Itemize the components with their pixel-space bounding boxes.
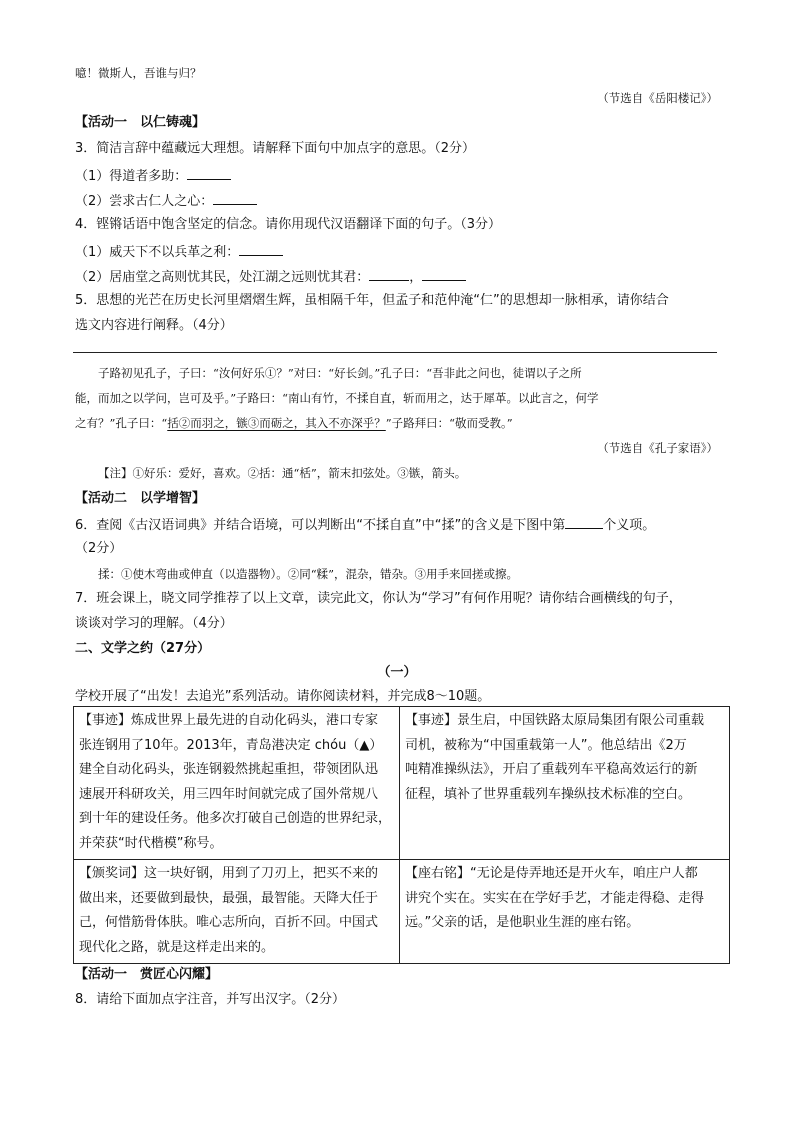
passage-2-line-2: 能，而加之以学问，岂可及乎。”子路曰：“南山有竹，不揉自直，斩而用之，达于犀革。以此言之，何学	[75, 391, 599, 405]
cell-line: 司机，被称为“中国重载第一人”。他总结出《2万	[405, 737, 687, 753]
source-citation: （节选自《孔子家语》）	[597, 441, 718, 455]
question-6-line-2: （2分）	[75, 541, 123, 556]
question-4-item-2	[75, 267, 466, 287]
table-cell	[74, 860, 400, 964]
question-3-item-2	[75, 191, 257, 211]
question-3-item-1	[75, 166, 231, 186]
answer-blank[interactable]	[369, 267, 409, 281]
table-cell	[400, 860, 730, 964]
table-row	[74, 860, 730, 964]
cell-line: 现代化之路，就是这样走出来的。	[79, 939, 275, 955]
cell-line: 己，何惜筋骨体肤。唯心志所向，百折不回。中国式	[79, 915, 379, 930]
question-text: 个义项。	[603, 518, 656, 533]
table-row	[74, 707, 730, 860]
activity-title: 【活动二 以学增智】	[75, 491, 206, 506]
passage-ending: 噫！微斯人，吾谁与归？	[75, 66, 202, 80]
answer-blank[interactable]	[239, 242, 283, 256]
cell-line: 速展开科研攻关，用三四年时间就完成了国外常规八	[79, 786, 379, 802]
table-cell	[74, 707, 400, 860]
passage-2-line-3	[75, 414, 513, 432]
question-text: 6．查阅《古汉语词典》并结合语境，可以判断出“不揉自直”中“揉”的含义是下图中第	[75, 518, 566, 533]
cell-line: 吨精准操纵法》，开启了重载列车平稳高效运行的新	[405, 762, 698, 777]
cell-line: 【颁奖词】这一块好钢，用到了刀刃上，把买不来的	[79, 866, 379, 881]
item-text: （2）居庙堂之高则忧其民，处江湖之远则忧其君：	[75, 270, 370, 285]
material-table	[73, 706, 730, 964]
annotation-note: 【注】①好乐：爱好，喜欢。②括：通“栝”，箭末扣弦处。③镞，箭头。	[98, 466, 467, 480]
answer-blank[interactable]	[422, 267, 466, 281]
table-cell	[400, 707, 730, 860]
cell-line: 并荣获“时代楷模”称号。	[79, 835, 223, 851]
question-6-line-1	[75, 515, 655, 535]
item-text: （1）得道者多助：	[75, 169, 188, 184]
cell-line: 到十年的建设任务。他多次打破自己创造的世界纪录，	[79, 811, 392, 826]
cell-line: 建全自动化码头，张连钢毅然挑起重担，带领团队迅	[79, 762, 379, 777]
answer-line[interactable]	[73, 352, 717, 353]
part-title: （一）	[377, 665, 417, 680]
cell-line: 【座右铭】“无论是侍弄地还是开火车，咱庄户人都	[405, 866, 698, 881]
cell-line: 讲究个实在。实实在在学好手艺，才能走得稳、走得	[405, 890, 705, 906]
answer-blank[interactable]	[187, 166, 231, 180]
question-8-stem: 8．请给下面加点字注音，并写出汉字。（2分）	[75, 992, 346, 1007]
passage-text: 之有？”孔子曰：“	[75, 416, 168, 430]
question-7-line-2: 谈谈对学习的理解。（4分）	[75, 616, 233, 631]
cell-line: 【事迹】炼成世界上最先进的自动化码头，港口专家	[79, 713, 379, 728]
item-text: （1）威天下不以兵革之利：	[75, 245, 240, 260]
question-5-line-1: 5．思想的光芒在历史长河里熠熠生辉，虽相隔千年，但孟子和范仲淹“仁”的思想却一脉相承，请你结合	[75, 293, 669, 308]
cell-line: 【事迹】景生启，中国铁路太原局集团有限公司重载	[405, 713, 705, 728]
question-3-stem: 3．简洁言辞中蕴藏远大理想。请解释下面句中加点字的意思。（2分）	[75, 141, 476, 156]
section-title: 二、文学之约（27分）	[75, 641, 211, 656]
underlined-sentence: 括②而羽之，镞③而砺之，其入不亦深乎？	[167, 416, 386, 430]
answer-blank[interactable]	[213, 191, 257, 205]
cell-line: 远。”父亲的话，是他职业生涯的座右铭。	[405, 915, 640, 930]
activity-title: 【活动一 赏匠心闪耀】	[75, 967, 219, 982]
cell-line: 做出来，还要做到最快，最强，最智能。天降大任于	[79, 890, 379, 906]
source-citation: （节选自《岳阳楼记》）	[597, 91, 718, 105]
section-intro: 学校开展了“出发！去追光”系列活动。请你阅读材料，并完成8～10题。	[75, 689, 491, 704]
question-4-stem: 4．铿锵话语中饱含坚定的信念。请你用现代汉语翻译下面的句子。（3分）	[75, 217, 502, 232]
item-text: （2）尝求古仁人之心：	[75, 194, 214, 209]
cell-line: 征程，填补了世界重载列车操纵技术标准的空白。	[405, 786, 692, 802]
question-7-line-1: 7．班会课上，晓文同学推荐了以上文章，读完此文，你认为“学习”有何作用呢？请你结合画横线的句子，	[75, 591, 682, 606]
dictionary-entry: 揉：①使木弯曲或伸直（以造器物）。②同“糅”，混杂，错杂。③用手来回搓或擦。	[98, 567, 519, 581]
passage-2-line-1: 子路初见孔子，子曰：“汝何好乐①？”对曰：“好长剑。”孔子曰：“吾非此之问也，徒谓以子之所	[98, 366, 582, 380]
question-4-item-1	[75, 242, 283, 262]
passage-text: ”子路拜曰：“敬而受教。”	[385, 416, 513, 430]
separator: ，	[409, 270, 423, 285]
answer-blank[interactable]	[565, 515, 603, 529]
activity-title: 【活动一 以仁铸魂】	[75, 115, 206, 130]
cell-line: 张连钢用了10年。2013年，青岛港决定 chóu（▲）	[79, 737, 383, 753]
question-5-line-2: 选文内容进行阐释。（4分）	[75, 318, 233, 333]
